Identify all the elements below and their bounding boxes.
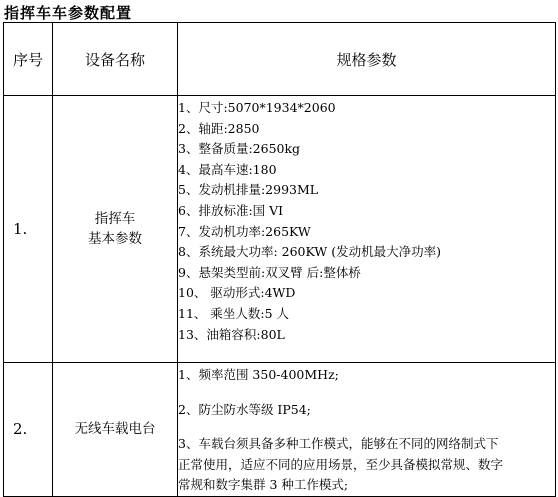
page-title: 指挥车车参数配置 (4, 4, 133, 22)
row-device-name (53, 96, 178, 363)
row-index: 1. (4, 96, 53, 363)
table-row (4, 363, 556, 497)
spec-line: 常规和数字集群 3 种工作模式; (178, 477, 349, 493)
row-index: 2. (4, 363, 53, 497)
header-specs: 规格参数 (178, 23, 556, 96)
device-name-line: 指挥车 (94, 211, 136, 227)
spec-line: 8、系统最大功率: 260KW (发动机最大净功率) (178, 244, 441, 260)
spec-line: 13、油箱容积:80L (178, 326, 285, 342)
spec-line: 2、轴距:2850 (178, 120, 260, 136)
device-name-line: 无线车载电台 (74, 421, 156, 438)
parameter-table (3, 22, 556, 497)
spec-line: 3、车载台须具备多种工作模式，能够在不同的网络制式下 (178, 436, 499, 452)
spec-line: 6、排放标准:国 VI (178, 202, 284, 218)
spec-line: 正常使用，适应不同的应用场景，至少具备模拟常规、数字 (178, 456, 504, 472)
spec-line: 1、尺寸:5070*1934*2060 (178, 100, 336, 115)
spec-line: 3、整备质量:2650kg (178, 141, 301, 157)
spec-line: 2、防尘防水等级 IP54; (178, 401, 311, 417)
spec-line: 1、频率范围 350-400MHz; (178, 367, 339, 382)
header-device-name: 设备名称 (53, 23, 178, 96)
spec-line: 5、发动机排量:2993ML (178, 182, 319, 198)
header-index: 序号 (4, 23, 53, 96)
table-header-row (4, 23, 556, 96)
spec-line: 11、 乘坐人数:5 人 (178, 305, 290, 321)
table-row (4, 96, 556, 363)
row-specs (178, 363, 556, 497)
spec-line: 10、 驱动形式:4WD (178, 285, 296, 301)
spec-line: 7、发动机功率:265KW (178, 223, 311, 239)
spec-line: 4、最高车速:180 (178, 161, 277, 177)
row-specs (178, 96, 556, 363)
row-device-name (53, 363, 178, 497)
spec-line: 9、悬架类型前:双叉臂 后:整体桥 (178, 264, 361, 280)
device-name-line: 基本参数 (88, 231, 142, 247)
